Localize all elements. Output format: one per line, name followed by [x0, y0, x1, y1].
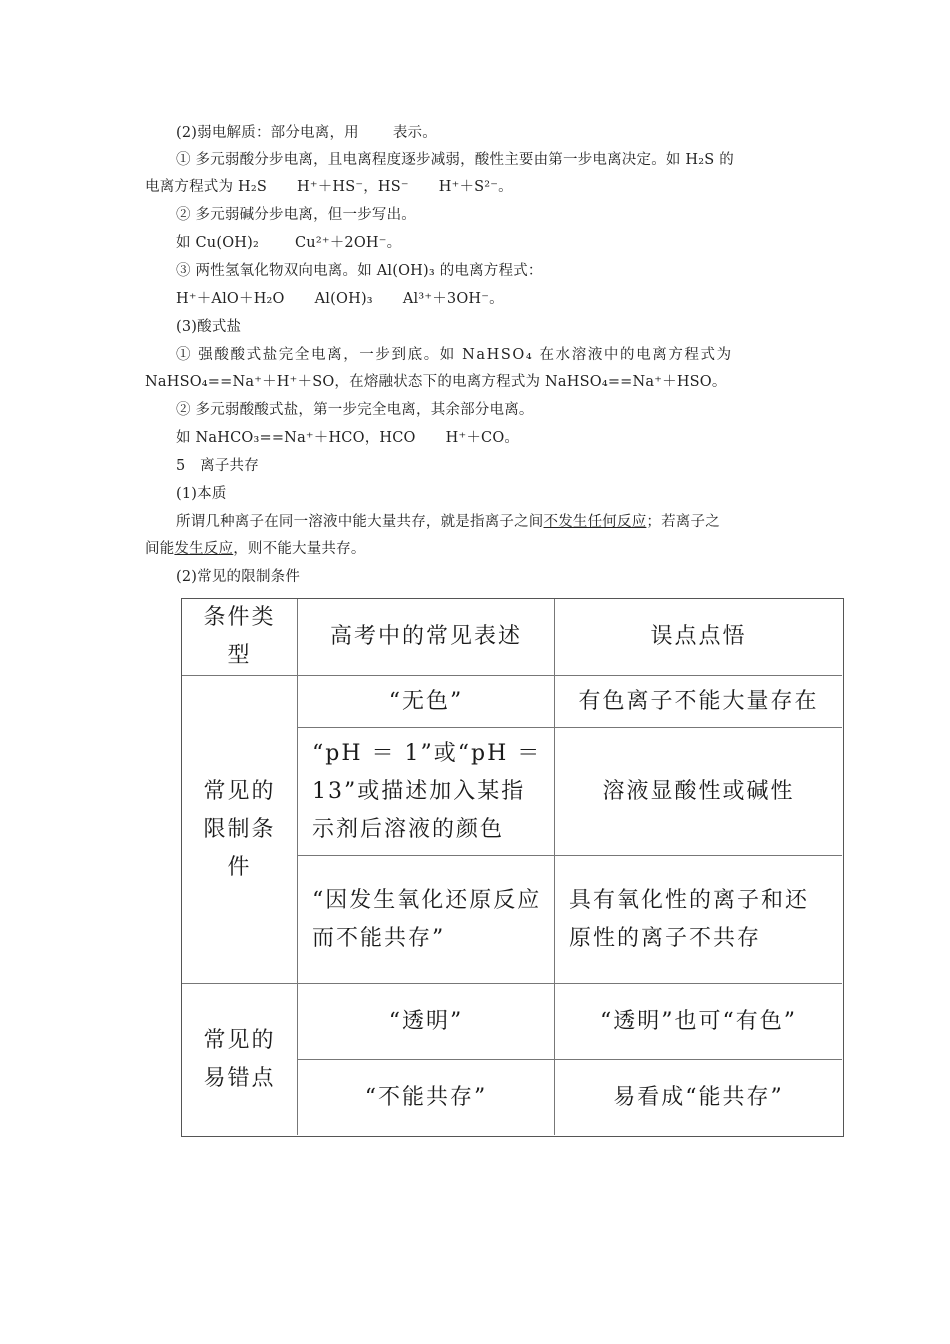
- conditions-table: [181, 598, 844, 1137]
- text-segment: 表示。: [392, 125, 437, 141]
- nahco3-equation: [176, 428, 519, 448]
- table-row-expr: “因发生氧化还原反应而不能共存”: [312, 887, 542, 951]
- coexistence-definition-cont: [145, 539, 366, 559]
- table-row-expr: “透明”: [388, 1008, 464, 1034]
- group-label-limit-conditions: 常见的限制条件: [203, 778, 276, 880]
- h2s-equation: [145, 177, 513, 197]
- table-row-note: 易看成“能共存”: [613, 1084, 784, 1110]
- text-segment: Al(OH)₃: [314, 291, 373, 307]
- text-segment: 所谓几种离子在同一溶液中能大量共存，就是指离子之间: [176, 514, 544, 530]
- table-row-expr: “pH ＝ 1”或“pH ＝ 13”或描述加入某指示剂后溶液的颜色: [312, 740, 542, 842]
- header-common-expression: 高考中的常见表述: [329, 624, 522, 649]
- table-row-expr: “无色”: [388, 688, 464, 714]
- strong-acid-salt-text: ① 强酸酸式盐完全电离，一步到底。如 NaHSO₄ 在水溶液中的电离方程式为: [176, 347, 733, 363]
- text-segment: ；若离子之: [646, 514, 720, 530]
- nahso4-equation: NaHSO₄==Na⁺＋H⁺＋SO，在熔融状态下的电离方程式为 NaHSO₄==Na⁺＋HSO。: [145, 374, 727, 390]
- text-segment: H⁺＋S²⁻。: [438, 179, 513, 195]
- polybasic-base-text: ② 多元弱碱分步电离，但一步写出。: [176, 207, 417, 223]
- text-segment: Al³⁺＋3OH⁻。: [402, 291, 504, 307]
- text-segment: H⁺＋HS⁻，HS⁻: [297, 179, 409, 195]
- weak-acid-salt-text: ② 多元弱酸酸式盐，第一步完全电离，其余部分电离。: [176, 402, 534, 418]
- amphoteric-hydroxide-text: ③ 两性氢氧化物双向电离。如 Al(OH)₃ 的电离方程式：: [176, 263, 543, 279]
- cu-oh-equation: [176, 233, 401, 253]
- acid-salt-heading: (3)酸式盐: [176, 319, 242, 335]
- table-row-note: 有色离子不能大量存在: [578, 688, 819, 714]
- text-segment: 如 Cu(OH)₂: [176, 235, 260, 251]
- text-segment: H⁺＋CO。: [445, 430, 520, 446]
- essence-heading: (1)本质: [176, 486, 227, 502]
- text-segment: Cu²⁺＋2OH⁻。: [295, 235, 402, 251]
- text-segment: ，则不能大量共存。: [233, 541, 366, 557]
- text-segment: H⁺＋AlO＋H₂O: [176, 291, 285, 307]
- table-row-note: 具有氧化性的离子和还原性的离子不共存: [569, 887, 810, 951]
- weak-electrolyte-heading: [176, 123, 437, 143]
- table-row-note: 溶液显酸性或碱性: [602, 778, 795, 804]
- polyprotic-acid-text: ① 多元弱酸分步电离，且电离程度逐步减弱，酸性主要由第一步电离决定。如 H₂S 的: [176, 152, 734, 168]
- text-segment: 如 NaHCO₃==Na⁺＋HCO，HCO: [176, 430, 416, 446]
- section-5-heading: 5 离子共存: [176, 458, 259, 474]
- header-condition-type: 条件类型: [203, 605, 276, 668]
- underlined-term: 发生反应: [174, 541, 234, 557]
- text-segment: 间能: [145, 541, 175, 557]
- group-label-error-points: 常见的易错点: [203, 1027, 276, 1091]
- coexistence-definition: [176, 512, 720, 532]
- table-row-expr: “不能共存”: [364, 1084, 488, 1110]
- text-segment: (2)弱电解质：部分电离，用: [176, 125, 359, 141]
- underlined-term: 不发生任何反应: [543, 514, 647, 530]
- table-row-note: “透明”也可“有色”: [600, 1008, 797, 1034]
- al-oh-equation: [176, 289, 504, 309]
- text-segment: 电离方程式为 H₂S: [145, 179, 267, 195]
- conditions-heading: (2)常见的限制条件: [176, 569, 301, 585]
- header-error-insight: 误点点悟: [650, 624, 747, 649]
